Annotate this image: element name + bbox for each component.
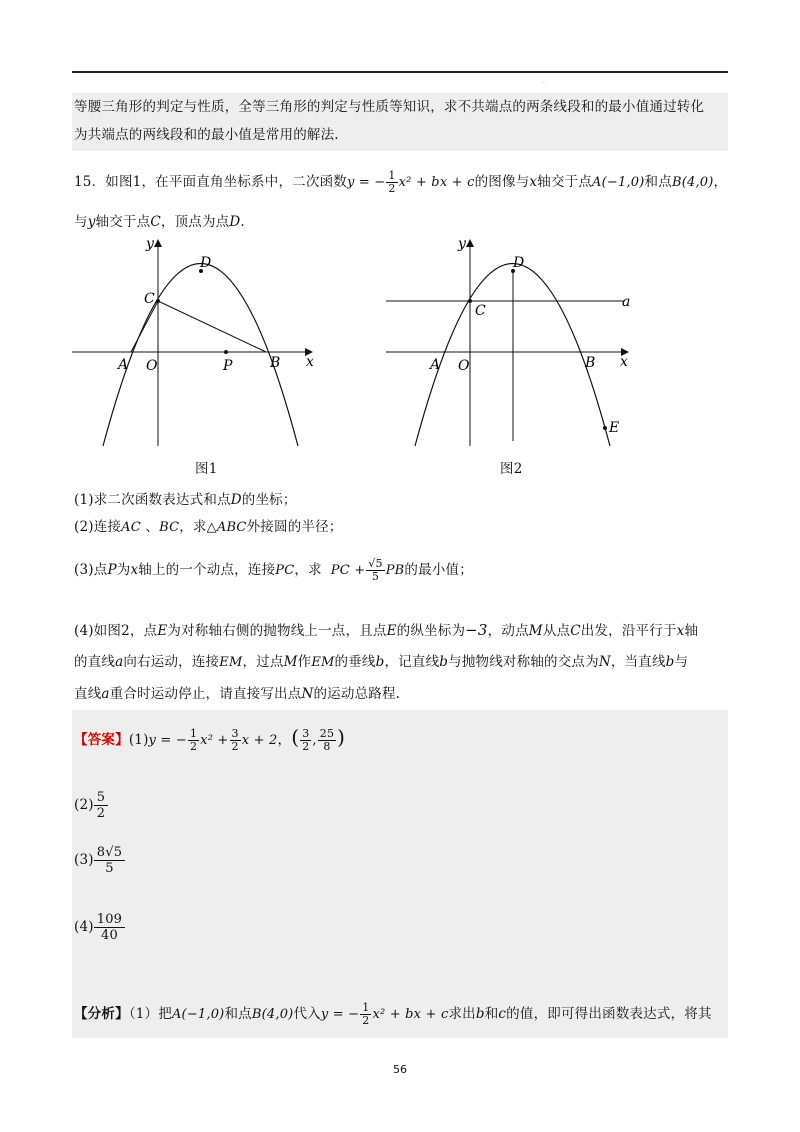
answer-1-rparen: ) (337, 725, 346, 749)
analysis-half-fraction (360, 1002, 371, 1027)
analysis-d: 求出 (448, 1006, 476, 1022)
a2-num: 5 (94, 790, 108, 806)
answer-1-sep: ， (277, 732, 292, 748)
q4-l2-e: 的垂线 (334, 654, 376, 670)
fig1-label-b: B (270, 355, 281, 371)
fig1-label-c: C (144, 291, 155, 307)
answer-1-mid: x² + (200, 733, 229, 748)
stem-text-c: 轴交于点 (537, 174, 593, 190)
a3-den: 5 (105, 861, 114, 876)
a1-f2-num: 3 (231, 727, 239, 740)
intro-line-1: 等腰三角形的判定与性质，全等三角形的判定与性质等知识，求不共端点的两条线段和的最小值通过转化 (74, 99, 705, 115)
answer-1 (74, 722, 345, 756)
q4-neg3: −3 (465, 621, 488, 639)
q4-l2-c: ，过点 (242, 654, 284, 670)
question-3 (74, 558, 473, 583)
analysis-f: 的值，即可得出函数表达式，将其 (506, 1006, 712, 1022)
answer-1-comma: , (312, 733, 317, 748)
analysis-c-var: c (498, 1006, 507, 1022)
answer-1-lead: y = − (148, 733, 187, 748)
analysis-point-b: B(4,0) (251, 1007, 294, 1022)
stem-text-d: 和点 (644, 174, 672, 190)
analysis-point-a: A(−1,0) (171, 1007, 225, 1022)
fig2-label-a-line: a (622, 294, 631, 310)
a1-pt-den1: 2 (302, 740, 310, 753)
q4-l1-e: 从点 (542, 623, 571, 639)
q3-e: 的最小值； (404, 562, 473, 578)
fig1-label-x: x (306, 354, 314, 370)
stem2-d: . (240, 214, 245, 230)
q3-d: ，求 (294, 562, 322, 578)
header-rule (72, 71, 728, 73)
q4-l1-c: 的纵坐标为 (396, 623, 466, 639)
q4-b-var3: b (665, 654, 675, 670)
q1-tail: 的坐标； (241, 492, 297, 508)
answer-tag: 【答案】 (74, 732, 129, 748)
q4-l2-a: 的直线 (74, 654, 116, 670)
q2-bc: BC (159, 520, 180, 535)
q4-x: x (676, 623, 685, 639)
point-b: B(4,0) (671, 175, 714, 190)
fig1-label-y: y (146, 236, 154, 252)
analysis-func-lead: y = − (320, 1007, 360, 1022)
fig1-label-o: O (146, 358, 158, 374)
analysis-line (74, 1002, 712, 1027)
answer-1-lparen: ( (291, 725, 300, 749)
problem-number: 15． (74, 174, 106, 190)
question-4-line-3 (74, 684, 400, 704)
answer-3-frac (94, 845, 125, 876)
q4-b-var2: b (439, 654, 449, 670)
figure-2 (380, 236, 640, 451)
fig2-label-o: O (458, 358, 470, 374)
q2-ac: AC (121, 520, 141, 535)
q4-em1: EM (219, 655, 243, 670)
a1-f2-den: 2 (231, 740, 239, 753)
q4-l1-d: ，动点 (487, 623, 529, 639)
analysis-half-num: 1 (362, 1001, 370, 1014)
answer-1-tail: x + 2 (241, 733, 278, 748)
stem-text-b: 的图像与 (474, 174, 530, 190)
answer-4 (74, 912, 125, 943)
stem-text-e: ， (713, 174, 728, 190)
analysis-c: 代入 (293, 1006, 321, 1022)
q2-triangle: △ABC (206, 520, 247, 535)
q4-e1: E (157, 623, 168, 639)
analysis-tag: 【分析】 (74, 1006, 129, 1022)
q3-pc: PC (275, 563, 295, 578)
answer-3 (74, 845, 125, 876)
q3-frac-num: √5 (368, 557, 383, 570)
analysis-a: （1）把 (128, 1006, 172, 1022)
q3-expr-lead: PC + (330, 563, 366, 578)
q4-l2-b: 向右运动，连接 (123, 654, 220, 670)
figure-2-caption: 图2 (500, 461, 523, 477)
intro-line-2: 为共端点的两线段和的最小值是常用的解法. (74, 127, 339, 143)
fig1-segment-ac (131, 301, 158, 352)
a1-f1-num: 1 (189, 727, 198, 740)
stem2-a: 与 (74, 214, 88, 230)
q1-text: 求二次函数表达式和点 (93, 492, 231, 508)
q4-l1-a: 如图2，点 (93, 623, 158, 639)
stem-text-a: 如图1，在平面直角坐标系中，二次函数 (105, 174, 347, 190)
q4-n1: N (598, 654, 611, 670)
answer-1-frac-2 (230, 728, 241, 753)
func-half-fraction (386, 170, 397, 195)
x-var: x (529, 174, 538, 190)
a2-den: 2 (96, 806, 106, 821)
stem2-c: ，顶点为点 (160, 214, 230, 230)
fig1-label-a: A (118, 357, 129, 373)
q1-d: D (230, 492, 242, 508)
answer-4-frac (94, 912, 125, 943)
a3-num: 8√5 (94, 845, 125, 861)
point-a: A(−1,0) (592, 175, 645, 190)
q4-c1: C (570, 623, 581, 639)
fig2-point-e (603, 426, 607, 430)
q2-a: 连接 (93, 519, 122, 535)
fig2-label-a: A (430, 357, 441, 373)
q3-frac-den: 5 (371, 570, 380, 583)
q3-fraction (366, 558, 384, 583)
page-number: 56 (393, 1063, 407, 1076)
stem2-c-var: C (150, 214, 161, 230)
fig2-label-d: D (513, 255, 525, 271)
fig1-point-c (156, 299, 160, 303)
q4-l2-i: 与 (674, 654, 689, 670)
problem-stem-line-1 (74, 170, 727, 195)
q4-l2-d: 作 (297, 654, 312, 670)
q4-em2: EM (311, 655, 335, 670)
q4-n2: N (301, 686, 314, 702)
q3-a: 点 (93, 562, 108, 578)
q4-l2-h: ，当直线 (610, 654, 666, 670)
problem-stem-line-2 (74, 212, 245, 232)
func-lead: y = − (346, 175, 386, 190)
fig2-label-y: y (458, 236, 466, 252)
question-1 (74, 490, 297, 510)
q4-a-var2: a (101, 686, 110, 702)
fig2-label-e: E (609, 420, 620, 436)
q4-l3-b: 重合时运动停止，请直接写出点 (109, 686, 302, 702)
q3-p: P (107, 562, 117, 578)
q2-num: (2) (74, 519, 94, 535)
q4-l1-b: 为对称轴右侧的抛物线上一点，且点 (167, 623, 387, 639)
a1-f1-den: 2 (189, 740, 198, 753)
answer-1-pt-frac-1 (300, 728, 311, 753)
half-num: 1 (388, 169, 396, 182)
question-4-line-2 (74, 652, 688, 673)
answer-2-num: (2) (74, 797, 94, 813)
fig1-point-p (224, 350, 228, 354)
q4-num: (4) (74, 623, 94, 639)
func-tail: x² + bx + c (398, 175, 475, 190)
q1-num: (1) (74, 492, 94, 508)
stem2-b: 轴交于点 (95, 214, 151, 230)
q4-l3-c: 的运动总路程. (313, 686, 401, 702)
fig1-label-d: D (200, 255, 212, 271)
half-den: 2 (388, 182, 396, 195)
analysis-b-var: b (475, 1006, 485, 1022)
analysis-b: 和点 (224, 1006, 252, 1022)
q3-x: x (130, 562, 139, 578)
q2-c: 外接圆的半径； (246, 519, 343, 535)
answer-1-frac-1 (188, 728, 199, 753)
answer-4-num: (4) (74, 919, 94, 935)
stem2-d-var: D (229, 214, 241, 230)
q4-l3-a: 直线 (74, 686, 102, 702)
answer-2-frac (94, 790, 108, 821)
q3-expr-tail: PB (385, 563, 405, 578)
analysis-e: 和 (484, 1006, 499, 1022)
fig2-point-c (468, 299, 472, 303)
q4-b-var1: b (375, 654, 385, 670)
y-var: y (87, 214, 96, 230)
q4-m2: M (283, 654, 298, 670)
answer-1-num: (1) (128, 732, 149, 748)
question-4-line-1 (74, 620, 698, 641)
a1-pt-num1: 3 (302, 727, 310, 740)
analysis-func-tail: x² + bx + c (372, 1007, 449, 1022)
q2-b: ，求 (179, 519, 207, 535)
q3-b: 为 (116, 562, 131, 578)
answer-1-pt-frac-2 (318, 728, 336, 753)
q4-a-var: a (115, 654, 124, 670)
answer-3-num: (3) (74, 852, 94, 868)
fig1-parabola (103, 264, 298, 447)
a4-den: 40 (100, 928, 118, 943)
header-dot: · (543, 80, 545, 87)
fig1-label-p: P (223, 358, 233, 374)
fig2-label-b: B (585, 355, 596, 371)
q4-l1-g: 轴 (684, 623, 699, 639)
figure-1 (68, 236, 318, 451)
fig2-label-c: C (475, 303, 486, 319)
figure-1-caption: 图1 (195, 461, 218, 477)
a1-pt-num2: 25 (319, 727, 335, 740)
q4-l1-f: 出发，沿平行于 (580, 623, 677, 639)
question-2 (74, 517, 343, 538)
a1-pt-den2: 8 (323, 740, 331, 753)
answer-2 (74, 790, 108, 821)
fig2-label-x: x (620, 354, 628, 370)
q2-sep: 、 (140, 519, 160, 535)
q3-num: (3) (74, 562, 94, 578)
q4-l2-f: ，记直线 (384, 654, 440, 670)
q4-m1: M (528, 623, 543, 639)
q4-l2-g: 与抛物线对称轴的交点为 (448, 654, 599, 670)
analysis-half-den: 2 (362, 1014, 370, 1027)
q4-e2: E (386, 623, 397, 639)
a4-num: 109 (94, 912, 125, 928)
q3-c: 轴上的一个动点，连接 (138, 562, 276, 578)
